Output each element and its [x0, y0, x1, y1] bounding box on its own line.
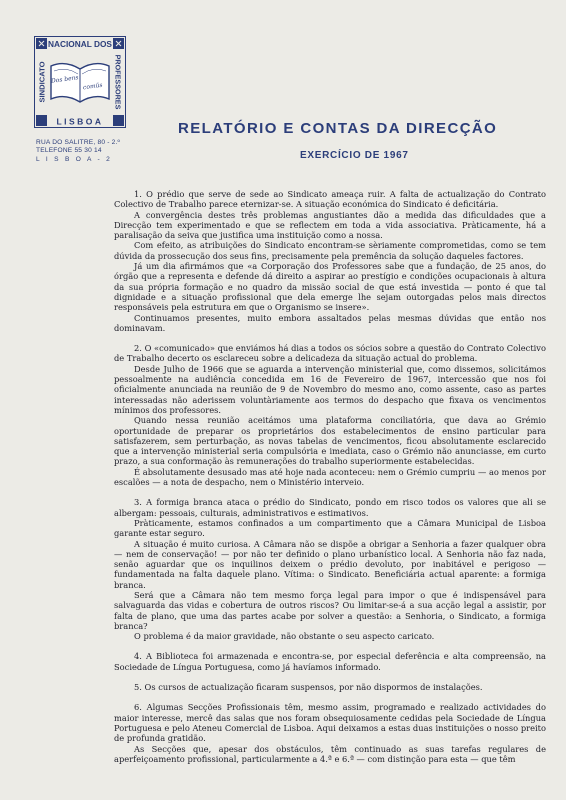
address-street: RUA DO SALITRE, 80 - 2.º [36, 139, 121, 146]
paragraph-11: Pràticamente, estamos confinados a um compartimento que a Câmara Municipal de Lisboa garante estar seguro. [114, 517, 546, 539]
paragraph-12: A situação é muito curiosa. A Câmara não se dispõe a obrigar a Senhoria a fazer qualquer obra — nem de conservação! — por não ter definido o plano urbanístico local. A Senhoria não faz nada, senão aguardar que os inquilinos deixem o prédio devoluto, por inabitável e perigoso — fundamentada na falta daquele plano. Vítima: o Sindicato. Beneficiária actual aparente: a formiga branca. [114, 538, 546, 590]
paragraph-14: O problema é da maior gravidade, não obstante o seu aspecto caricato. [134, 631, 435, 642]
paragraph-3: Com efeito, as atribuições do Sindicato encontram-se sèriamente comprometidas, como se tem dúvida da prossecução dos seus fins, precisamente pela premência da solução daqueles factores. [114, 240, 546, 261]
logo-top-text: NACIONAL DOS [48, 39, 112, 49]
paragraph-15: 4. A Biblioteca foi armazenada e encontra-se, por especial deferência e alta compreensão, na Sociedade de Língua Portuguesa, como já havíamos informado. [114, 651, 546, 672]
paragraph-7: Desde Julho de 1966 que se aguarda a intervenção ministerial que, como dissemos, solicitámos pessoalmente na audiência concedida em 16 de Fevereiro de 1967, intercessão que nos foi oficialmente anunciada na reunião de 9 de Novembro do mesmo ano, como assente, caso as partes interessadas não aderissem voluntàriamente aos termos do despacho que fixava os vencimentos mínimos dos professores. [114, 363, 546, 415]
paragraph-17: 6. Algumas Secções Profissionais têm, mesmo assim, programado e realizado actividades do maior interesse, mercê das salas que nos foram obsequiosamente cedidas pela Sociedade de Língua Portuguesa e pelo Ateneu Comercial de Lisboa. Aqui deixamos a estas duas instituições o nosso preito de profunda gratidão. [114, 702, 546, 744]
address-phone: TELEFONE 55 30 14 [36, 147, 102, 155]
logo-book-text-2: comũs [82, 81, 103, 92]
paragraph-13: Será que a Câmara não tem mesmo força legal para impor o que é indispensável para salvaguarda das vidas e cobertura de outros riscos? Ou limitar-se-á a sua acção legal a assistir, por falta de plano, que uma das partes acabe por solver a questão: a Senhoria, o Sindicato, a formiga branca? [114, 589, 546, 631]
report-subtitle: EXERCÍCIO DE 1967 [300, 150, 409, 161]
report-title: RELATÓRIO E CONTAS DA DIRECÇÃO [178, 120, 498, 137]
paragraph-5: Continuamos presentes, muito embora assaltados pelas mesmas dúvidas que então nos dominavam. [114, 312, 546, 333]
report-body [114, 189, 546, 764]
paragraph-1: 1. O prédio que serve de sede ao Sindicato ameaça ruir. A falta de actualização do Contrato Colectivo de Trabalho parece eternizar-se. A situação económica do Sindicato é deficitária. [114, 189, 546, 210]
union-emblem-icon [34, 36, 126, 128]
address-city: L I S B O A - 2 [36, 155, 113, 163]
logo-bottom-text: LISBOA [56, 116, 104, 127]
paragraph-10: 3. A formiga branca ataca o prédio do Sindicato, pondo em risco todos os valores que ali se albergam: pessoais, culturais, administrativos e estimativos. [114, 497, 546, 518]
logo-book-text-1: Dos bens [50, 74, 80, 85]
logo-left-text: SINDICATO [37, 61, 47, 103]
paragraph-8: Quando nessa reunião aceitámos uma plataforma conciliatória, que dava ao Grémio oportunidade de preparar os proprietários dos estabelecimentos de ensino particular para satisfazerem, sem perturbação, as novas tabelas de vencimentos, ficou absolutamente esclarecido que a intervenção ministerial seria compulsória e imediata, caso o Grémio não anunciasse, em curto prazo, a sua conformação às remunerações do trabalho superiormente estabelecidas. [114, 415, 546, 467]
paragraph-4: Já um dia afirmámos que «a Corporação dos Professores sabe que a fundação, de 25 anos, do órgão que a representa e defende dá direito a aspirar ao prestígio e condições ocupacionais à altura da sua própria formação e no quadro da missão social de que está investida — ponto é que tal dignidade e a situação profissional que dela emerge lhe sejam outorgadas pelos mais directos responsáveis pela estrutura em que o Organismo se insere». [114, 261, 546, 313]
letterhead-address [36, 139, 124, 164]
paragraph-6: 2. O «comunicado» que enviámos há dias a todos os sócios sobre a questão do Contrato Colectivo de Trabalho decerto os esclareceu sobre a delicadeza da situação actual do problema. [114, 343, 546, 364]
paragraph-18: As Secções que, apesar dos obstáculos, têm continuado as suas tarefas regulares de aperfeiçoamento profissional, particularmente a 4.ª e 6.ª — com distinção para esta — que têm [114, 743, 546, 764]
paragraph-9: É absolutamente desusado mas até hoje nada aconteceu: nem o Grémio cumpriu — ao menos por escalões — a nota de despacho, nem o Ministério interveio. [114, 466, 546, 488]
union-logo [34, 36, 126, 128]
logo-right-text: PROFESSORES [113, 54, 123, 110]
paragraph-16: 5. Os cursos de actualização ficaram suspensos, por não dispormos de instalações. [134, 682, 483, 693]
paragraph-2: A convergência destes três problemas angustiantes dão a medida das dificuldades que a Direcção tem experimentado e que se reflectem em toda a vida associativa. Pràticamente, há a paralisação da seiva que justifica uma instituição como a nossa. [114, 209, 546, 241]
